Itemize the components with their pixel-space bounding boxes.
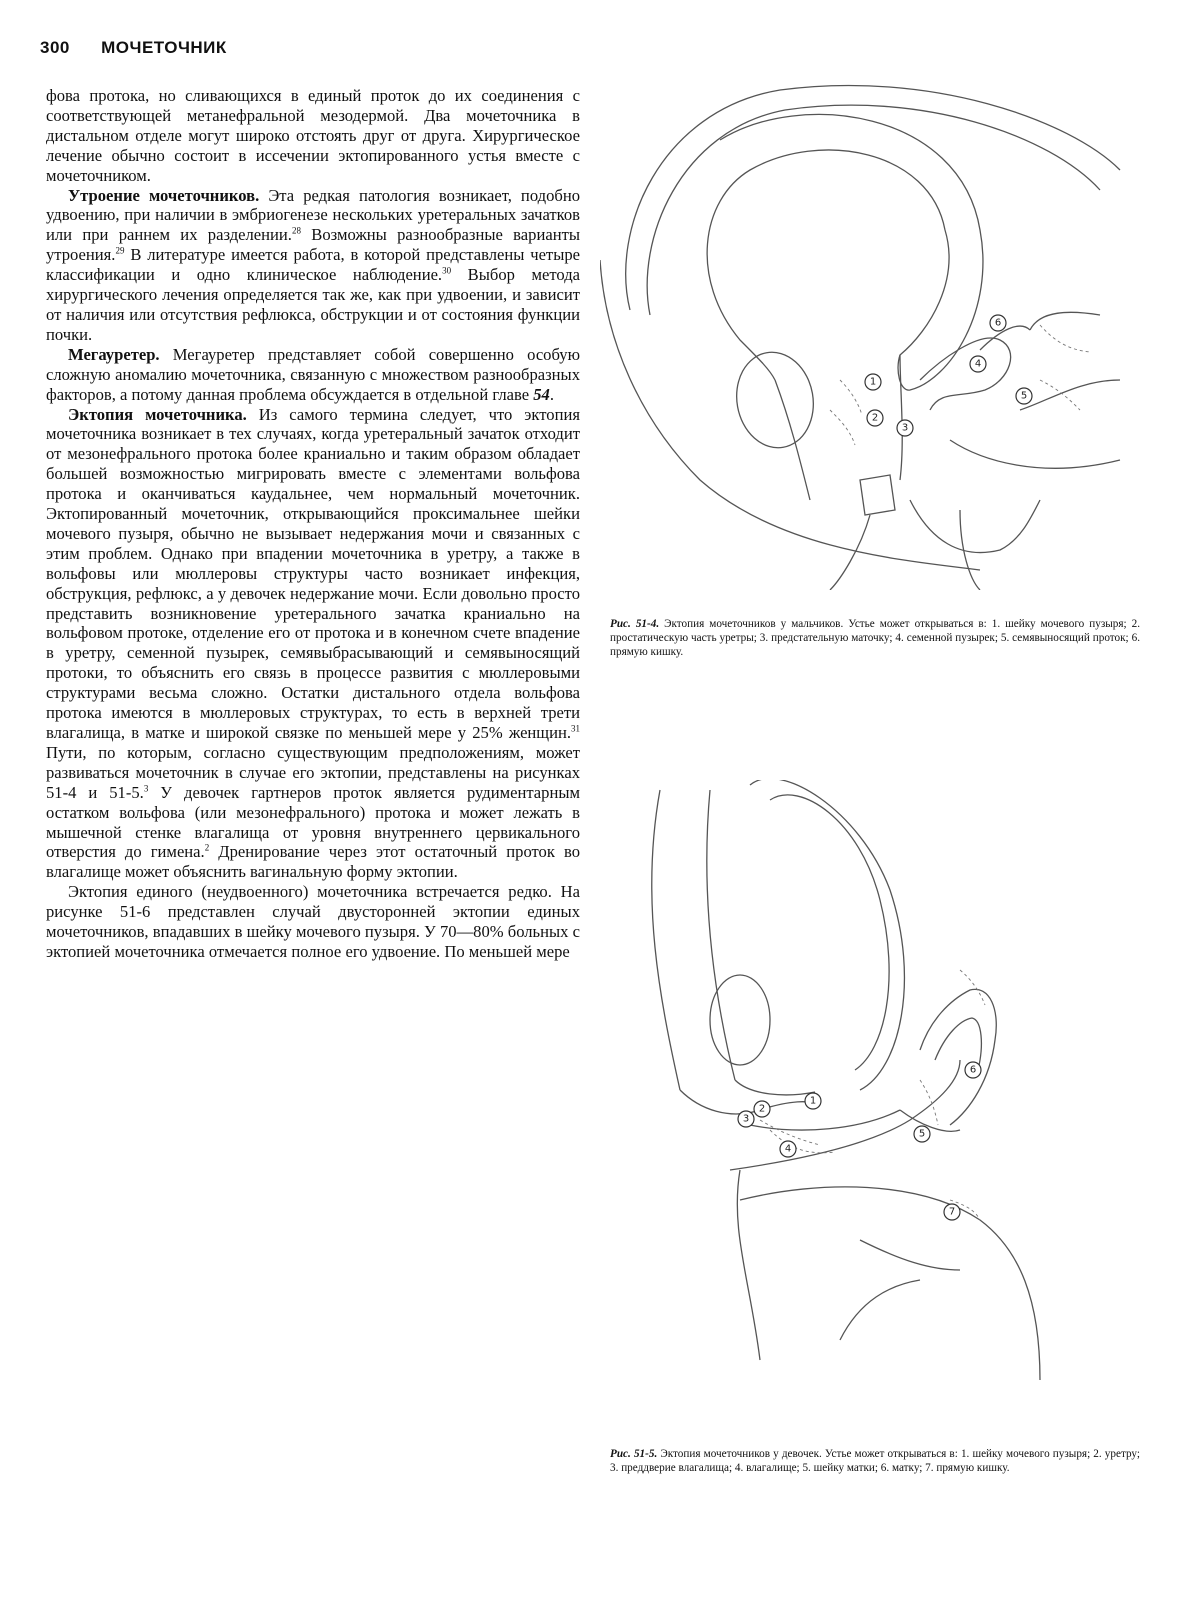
- figure-51-5-drawing: [600, 780, 1150, 1410]
- figure-51-4-caption: [610, 617, 1140, 659]
- figure-51-5: [600, 780, 1150, 1410]
- running-title: МОЧЕТОЧНИК: [101, 38, 227, 57]
- text-run: Выбор метода хирургического лечения определяется так же, как при удвоении, и зависит от наличия или отсутствия рефлюкса, обструкции и от состояния функции почки.: [46, 265, 580, 344]
- paragraph-1: фова протока, но сливающихся в единый проток до их соединения с соответствующей метанефральной мезодермой. Два мочеточника в дистальном отделе могут широко отстоять друг от друга. Хирургическое лечение обычно состоит в иссечении эктопированного устья вместе с мочеточником.: [46, 86, 580, 185]
- marker-label: 6: [994, 317, 1002, 329]
- anatomy-sketch-boys: [600, 85, 1120, 590]
- figure-51-4: [600, 80, 1150, 590]
- figure-51-5-caption: [610, 1447, 1140, 1475]
- paragraph-triplication: [46, 186, 580, 345]
- figure-label: Рис. 51-4.: [610, 618, 660, 630]
- marker-label: 6: [969, 1064, 977, 1076]
- caption-text: Эктопия мочеточников у девочек. Устье может открываться в: 1. шейку мочевого пузыря; 2. уретру; 3. преддверие влагалища; 4. влагалище; 5. шейку матки; 6. матку; 7. прямую кишку.: [610, 1448, 1140, 1474]
- marker-label: 4: [784, 1143, 792, 1155]
- text-run: Дренирование через этот остаточный проток во влагалище может объяснить вагинальную форму эктопии.: [46, 842, 581, 882]
- marker-label: 5: [918, 1128, 926, 1140]
- figure-51-5-markers: [738, 1062, 981, 1220]
- figure-label: Рис. 51-5.: [610, 1448, 658, 1460]
- text-run: Из самого термина следует, что эктопия мочеточника возникает в тех случаях, когда уретеральный зачаток отходит от мезонефрального протока более краниально и таким образом обладает большей возможностью мигрировать вместе с элементами вольфова протока и оканчиваться каудальнее, чем нормальный мочеточник. Эктопированный мочеточник, открывающийся проксимальнее шейки мочевого пузыря, обычно не вызывает недержания мочи и связанных с этим проблем. Однако при впадении мочеточника в уретру, а также в вольфовы или мюллеровы структуры часто возникает инфекция, обструкция, рефлюкс, а у девочек недержание мочи. Если довольно просто представить возникновение уретерального зачатка краниально на вольфовом протоке, отделение его от протока и в конечном счете впадение в уретру, семенной пузырек, семявыбрасывающий и семявыносящий протоки, то объяснить его связь в процессе развития с мюллеровыми структурами весьма сложно. Остатки дистального отдела вольфова протока имеются в мюллеровых структурах, то есть в верхней трети влагалища, в матке и широкой связке по меньшей мере у 25% женщин.: [46, 404, 580, 742]
- paragraph-single-ureter: Эктопия единого (неудвоенного) мочеточника встречается редко. На рисунке 51-6 представлен случай двусторонней эктопии единых мочеточников, впадавших в шейку мочевого пузыря. У 70—80% больных с эктопией мочеточника отмечается полное его удвоение. По меньшей мере: [46, 882, 580, 961]
- anatomy-sketch-girls: [652, 780, 1040, 1380]
- text-run: .: [549, 384, 554, 404]
- heading-triplication: Утроение мочеточников.: [68, 185, 260, 205]
- text-run: Пути, по которым, согласно существующим предположениям, может развиваться мочеточник в случае его эктопии, представлены на рисунках 51-4 и 51-5.: [46, 742, 580, 802]
- text-run: В литературе имеется работа, в которой представлены четыре классификации и одно клиническое наблюдение.: [46, 245, 580, 285]
- page-number: 300: [40, 38, 70, 57]
- marker-label: 1: [809, 1095, 817, 1107]
- paragraph-megaureter: [46, 345, 580, 405]
- running-header: [40, 38, 227, 58]
- text-run: Возможны разнообразные варианты утроения.: [46, 225, 580, 265]
- chapter-ref: 54: [533, 384, 550, 404]
- footnote-ref: 3: [143, 783, 149, 794]
- main-text-column: [46, 86, 580, 962]
- caption-text: Эктопия мочеточников у мальчиков. Устье может открываться в: 1. шейку мочевого пузыря; 2. простатическую часть уретры; 3. предстательную маточку; 4. семенной пузырек; 5. семявыносящий проток; 6. прямую кишку.: [610, 618, 1140, 658]
- marker-label: 1: [869, 376, 877, 388]
- footnote-ref: 28: [291, 225, 301, 236]
- figure-51-4-markers: [865, 315, 1032, 436]
- marker-label: 3: [901, 422, 909, 434]
- marker-label: 3: [742, 1113, 750, 1125]
- figure-51-4-drawing: [600, 80, 1150, 590]
- footnote-ref: 2: [204, 842, 210, 853]
- text-run: У девочек гартнеров проток является рудиментарным остатком вольфова (или мезонефрального) протока и может лежать в мышечной стенке влагалища от уровня внутреннего цервикального отверстия до гимена.: [46, 782, 580, 862]
- marker-label: 5: [1020, 390, 1028, 402]
- text-run: Эта редкая патология возникает, подобно удвоению, при наличии в эмбриогенезе нескольких уретеральных зачатков или при раннем их разделении.: [46, 185, 580, 245]
- heading-ectopia: Эктопия мочеточника.: [68, 404, 247, 424]
- marker-label: 4: [974, 358, 982, 370]
- footnote-ref: 31: [571, 723, 580, 734]
- heading-megaureter: Мегауретер.: [68, 344, 160, 364]
- footnote-ref: 30: [442, 265, 452, 276]
- paragraph-ectopia: [46, 405, 580, 883]
- text-run: Мегауретер представляет собой совершенно особую сложную аномалию мочеточника, связанную с множеством разнообразных факторов, а потому данная проблема обсуждается в отдельной главе: [46, 344, 580, 404]
- footnote-ref: 29: [115, 245, 125, 256]
- marker-label: 7: [948, 1206, 956, 1218]
- marker-label: 2: [758, 1103, 766, 1115]
- marker-label: 2: [871, 412, 879, 424]
